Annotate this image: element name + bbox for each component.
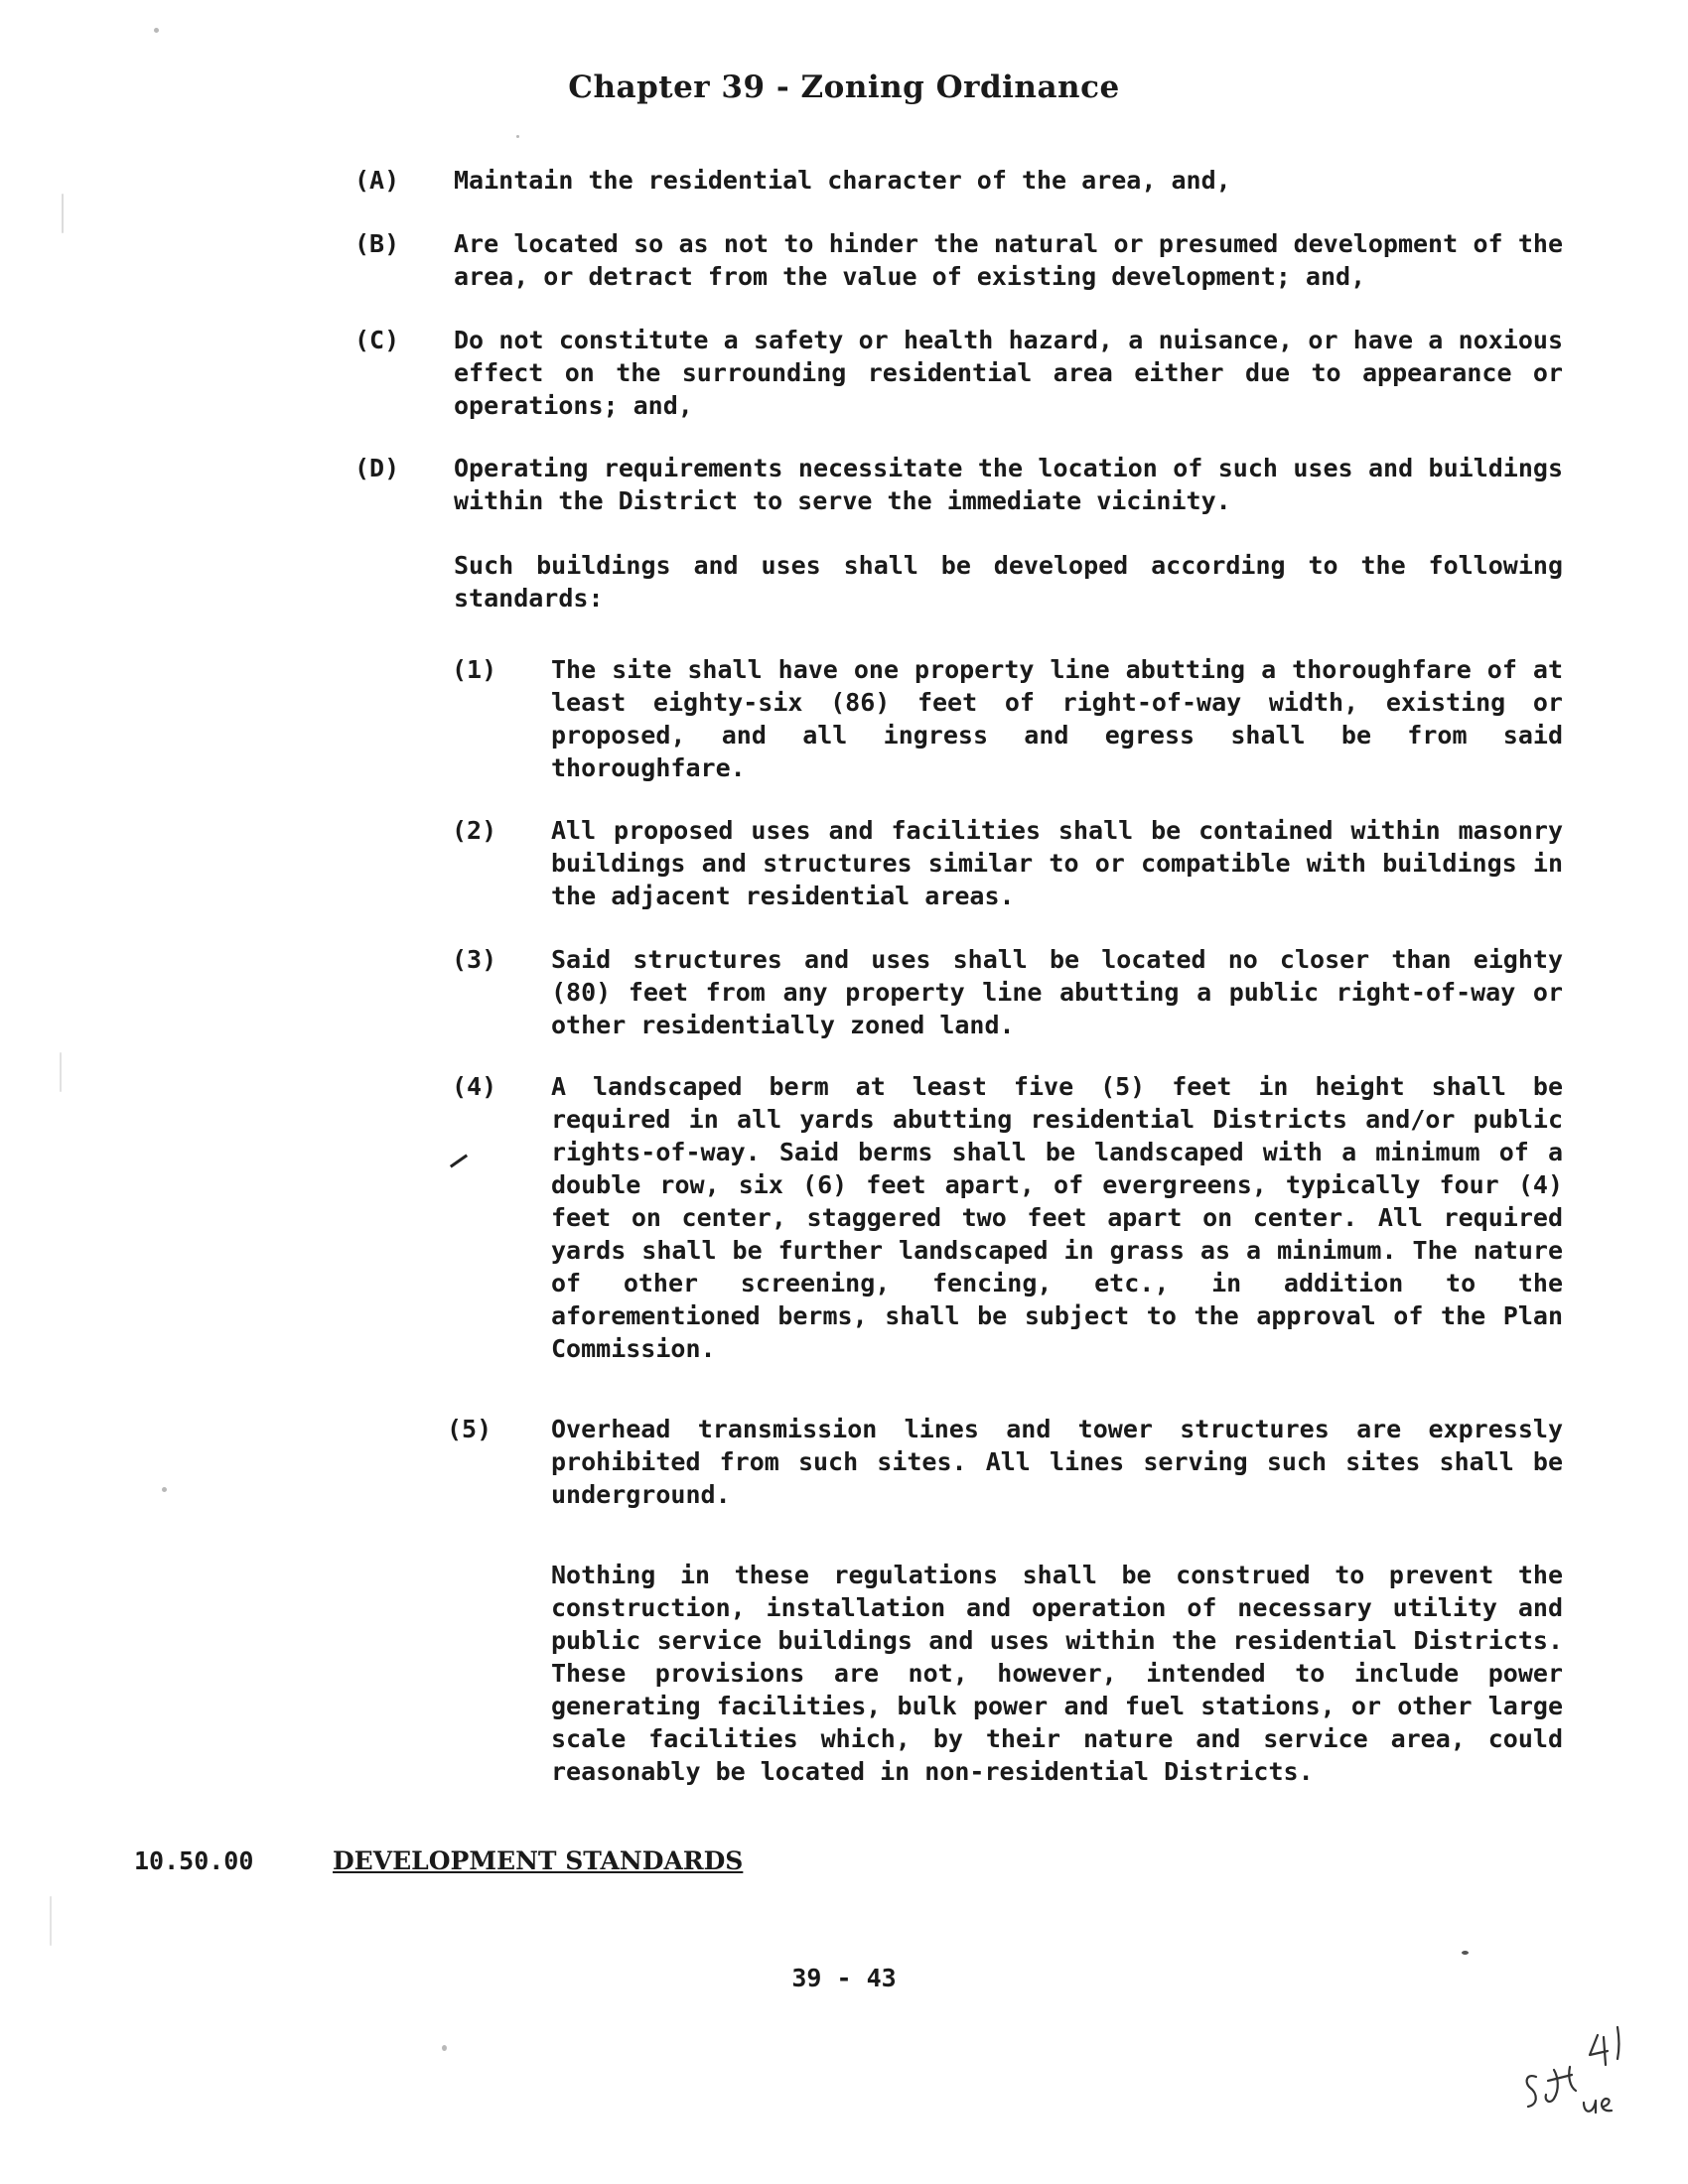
item-text: Do not constitute a safety or health hazard, a nuisance, or have a noxious effect on the surrounding residential area either due to appearance or operations; and, (454, 326, 1563, 420)
item-text: Operating requirements necessitate the location of such uses and buildings within the District to serve the immediate vicinity. (454, 454, 1563, 515)
section-number: 10.50.00 (134, 1846, 254, 1875)
list-item-d (354, 452, 1563, 517)
item-text: A landscaped berm at least five (5) feet in height shall be required in all yards abutting residential Districts and/or public rights-of-way. Said berms shall be landscaped with a minimum of a double row, six (6) feet apart, of evergreens, typically four (4) feet on center, staggered two feet apart on center. All required yards shall be further landscaped in grass as a minimum. The nature of other screening, fencing, etc., in addition to the aforementioned berms, shall be subject to the approval of the Plan Commission. (551, 1072, 1563, 1363)
item-label: (4) (452, 1072, 497, 1101)
page-number: 39 - 43 (791, 1964, 897, 1992)
item-label: (2) (452, 816, 497, 845)
standard-item-1 (452, 653, 1563, 784)
item-text: All proposed uses and facilities shall be contained within masonry buildings and structures similar to or compatible with buildings in the adjacent residential areas. (551, 816, 1563, 910)
scan-edge-mark (60, 1052, 62, 1092)
scan-edge-mark (62, 194, 64, 233)
page-header: Chapter 39 - Zoning Ordinance (568, 69, 1120, 105)
scan-speck (1462, 1951, 1469, 1955)
handwritten-initials-signature (1514, 2015, 1643, 2124)
scan-speck (442, 2045, 447, 2051)
closing-paragraph: Nothing in these regulations shall be construed to prevent the construction, installation and operation of necessary utility and public service buildings and uses within the residential Districts. These provisions are not, however, intended to include power generating facilities, bulk power and fuel stations, or other large scale facilities which, by their nature and service area, could reasonably be located in non-residential Districts. (551, 1561, 1563, 1786)
scan-speck (154, 28, 159, 33)
scan-speck (516, 135, 519, 138)
section-heading (134, 1844, 743, 1877)
item-label: (D) (354, 454, 400, 482)
item-label: (B) (354, 229, 400, 258)
item-label: (A) (354, 166, 400, 195)
scan-edge-mark (50, 1896, 52, 1946)
item-text: Maintain the residential character of the area, and, (454, 166, 1231, 195)
standards-intro: Such buildings and uses shall be developed according to the following standards: (454, 551, 1563, 613)
standard-item-3 (452, 943, 1563, 1041)
scan-speck (162, 1487, 167, 1492)
item-text: Overhead transmission lines and tower structures are expressly prohibited from such sites. All lines serving such sites shall be underground. (551, 1415, 1563, 1509)
item-label: (5) (447, 1415, 492, 1443)
standard-item-5 (447, 1413, 1563, 1511)
section-title: DEVELOPMENT STANDARDS (333, 1846, 744, 1875)
list-item-c (354, 324, 1563, 422)
item-text: Said structures and uses shall be located no closer than eighty (80) feet from any property line abutting a public right-of-way or other residentially zoned land. (551, 945, 1563, 1039)
item-label: (1) (452, 655, 497, 684)
standard-item-2 (452, 814, 1563, 912)
item-text: Are located so as not to hinder the natural or presumed development of the area, or detract from the value of existing development; and, (454, 229, 1563, 291)
list-item-a (354, 164, 1563, 197)
standard-item-4 (452, 1070, 1563, 1365)
list-item-b (354, 227, 1563, 293)
item-text: The site shall have one property line abutting a thoroughfare of at least eighty-six (86) feet of right-of-way width, existing or proposed, and all ingress and egress shall be from said thoroughfare. (551, 655, 1563, 782)
item-label: (C) (354, 326, 400, 354)
item-label: (3) (452, 945, 497, 974)
